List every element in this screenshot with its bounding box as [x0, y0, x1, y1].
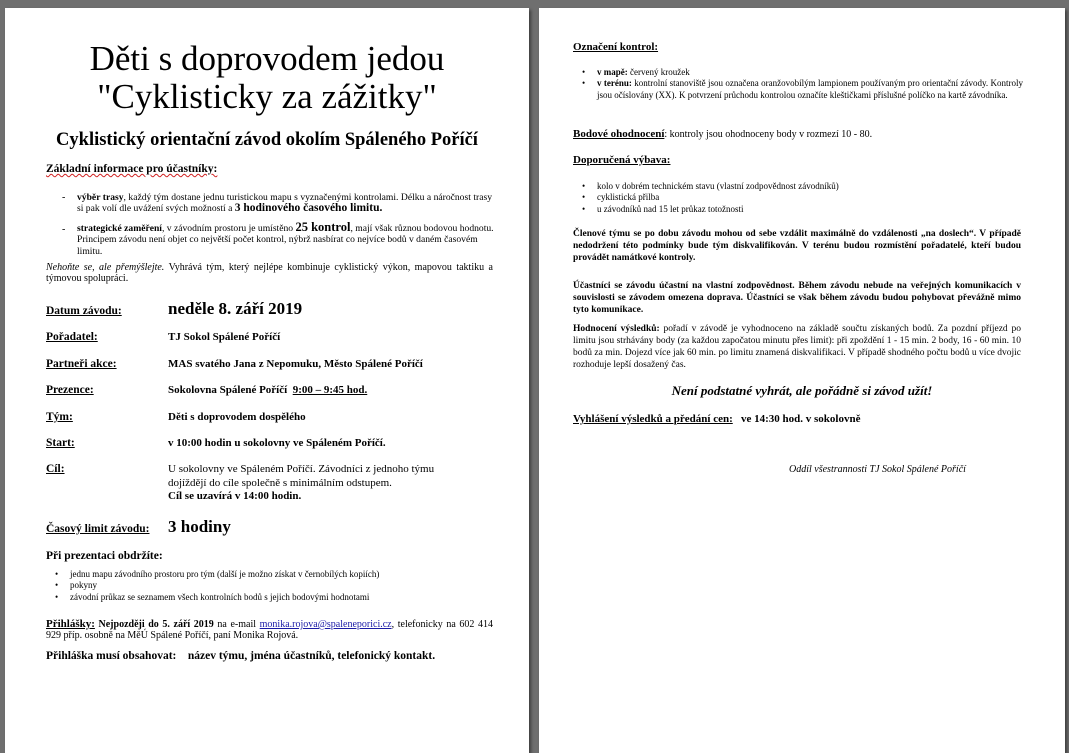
label-finish: Cíl:: [46, 463, 65, 475]
label-partners: Partneři akce:: [46, 358, 117, 370]
basic-info-heading: Základní informace pro účastníky:: [46, 163, 218, 175]
team-rules-paragraph: Členové týmu se po dobu závodu mohou od sebe vzdálit maximálně do vzdálenosti „na doslech“. V případě nedodržení této podmínky bude tým diskvalifikován. V terénu budou rozmístění pořadatelé, kteří budou provádět namátkové kontroly.: [573, 229, 1021, 263]
document-page-left: [5, 8, 529, 753]
controls-heading: Označení kontrol:: [573, 41, 659, 53]
value-organizer: TJ Sokol Spálené Poříčí: [168, 331, 281, 343]
list-item: • v terénu: kontrolní stanoviště jsou označena oranžovobílým lampionem používaným pro orientační závody. Kontroly jsou očíslovány (XX). K potvrzení průchodu kontrolou označíte kleštičkami příslušné políčko na kartě závodníka.: [573, 78, 1023, 101]
label-registration-desk: Prezence:: [46, 384, 94, 396]
info-item-route: výběr trasy, každý tým dostane jednu turistickou mapu s vyznačenými kontrolami. Délku a náročnost trasy si pak volí dle uvážení svých možností a 3 hodinového časového limitu.: [77, 192, 493, 215]
value-finish: U sokolovny ve Spáleném Poříčí. Závodníci z jednoho týmu dojíždějí do cíle společně s minimálním odstupem. Cíl se uzavírá v 14:00 hodin.: [168, 463, 435, 502]
subtitle: Cyklistický orientační závod okolím Spáleného Poříčí: [56, 130, 478, 150]
presentation-list: [46, 569, 486, 603]
info-item-strategy: strategické zaměření, v závodním prostoru je umístěno 25 kontrol, mají však různou bodovou hodnotu. Principem závodu není objet co největší počet kontrol, nýbrž nasbírat co nejvíce bodů v daném časovém limitu.: [77, 220, 494, 257]
equipment-list: [573, 181, 1023, 215]
equipment-heading: Doporučená výbava:: [573, 154, 671, 166]
list-item: • pokyny: [46, 580, 486, 591]
dash-bullet: -: [62, 192, 66, 203]
list-item: • u závodníků nad 15 let průkaz totožnosti: [573, 204, 1023, 215]
presentation-heading: Při prezentaci obdržíte:: [46, 550, 163, 562]
label-start: Start:: [46, 437, 75, 449]
title-line-1: Děti s doprovodem jedou: [89, 39, 445, 78]
value-registration-desk: Sokolovna Spálené Poříčí 9:00 – 9:45 hod.: [168, 384, 368, 396]
scoring-line: Bodové ohodnocení: kontroly jsou ohodnoceny body v rozmezí 10 - 80.: [573, 128, 873, 140]
label-team: Tým:: [46, 411, 73, 423]
responsibility-paragraph: Účastníci se závodu účastní na vlastní zodpovědnost. Během závodu nebude na veřejných komunikacích v souvislosti se závodem omezena doprava. Účastníci se však během závodu budou pohybovat převážně mimo tyto komunikace.: [573, 281, 1021, 315]
motto: Není podstatné vyhrát, ale pořádně si závod užít!: [671, 383, 933, 398]
list-item: • cyklistická přilba: [573, 192, 1023, 203]
list-item: • v mapě: červený kroužek: [573, 67, 1023, 78]
must-contain-line: Přihláška musí obsahovat: název týmu, jména účastníků, telefonický kontakt.: [46, 650, 436, 662]
email-link[interactable]: monika.rojova@spaleneporici.cz: [259, 619, 392, 630]
list-item: • kolo v dobrém technickém stavu (vlastní zodpovědnost závodníků): [573, 181, 1023, 192]
label-race-date: Datum závodu:: [46, 305, 122, 317]
value-partners: MAS svatého Jana z Nepomuku, Město Spálené Poříčí: [168, 358, 423, 370]
dash-bullet: -: [62, 224, 66, 235]
registration-paragraph: Přihlášky: Nejpozději do 5. září 2019 na e-mail monika.rojova@spaleneporici.cz, telefonicky na 602 414 929 příp. osobně na MěÚ Spálené Poříčí, paní Monika Rojová.: [46, 618, 493, 642]
value-start: v 10:00 hodin u sokolovny ve Spáleném Poříčí.: [168, 437, 386, 449]
controls-list: [573, 67, 1023, 101]
value-team: Děti s doprovodem dospělého: [168, 411, 306, 423]
label-time-limit: Časový limit závodu:: [46, 523, 150, 535]
strategy-note: Nehoňte se, ale přemýšlejte. Vyhrává tým, který nejlépe kombinuje cyklistický výkon, mapovou taktiku a týmovou spolupráci.: [46, 262, 493, 285]
list-item: • jednu mapu závodního prostoru pro tým (další je možno získat v černobílých kopiích): [46, 569, 486, 580]
list-item: • závodní průkaz se seznamem všech kontrolních bodů s jejich bodovými hodnotami: [46, 592, 486, 603]
results-paragraph: Hodnocení výsledků: pořadí v závodě je vyhodnoceno na základě součtu získaných bodů. Za pozdní příjezd po limitu jsou strhávány body (za každou započatou minutu přes limit): při zpoždění 1 - 15 min. 2 body, 16 - 60 min. 10 bodů za min. Dojezd více jak 60 min. po limitu znamená diskvalifikaci. V případě shodného počtu bodů u více dvojic rozhoduje lepší dosažený čas.: [573, 324, 1021, 370]
signature: Oddíl všestrannosti TJ Sokol Spálené Poříčí: [789, 464, 966, 475]
value-time-limit: 3 hodiny: [168, 517, 231, 536]
document-page-right: [539, 8, 1065, 753]
announcement-line: Vyhlášení výsledků a předání cen: ve 14:30 hod. v sokolovně: [573, 413, 861, 425]
label-organizer: Pořadatel:: [46, 331, 98, 343]
value-race-date: neděle 8. září 2019: [168, 299, 303, 318]
title-line-2: "Cyklisticky za zážitky": [97, 77, 437, 116]
